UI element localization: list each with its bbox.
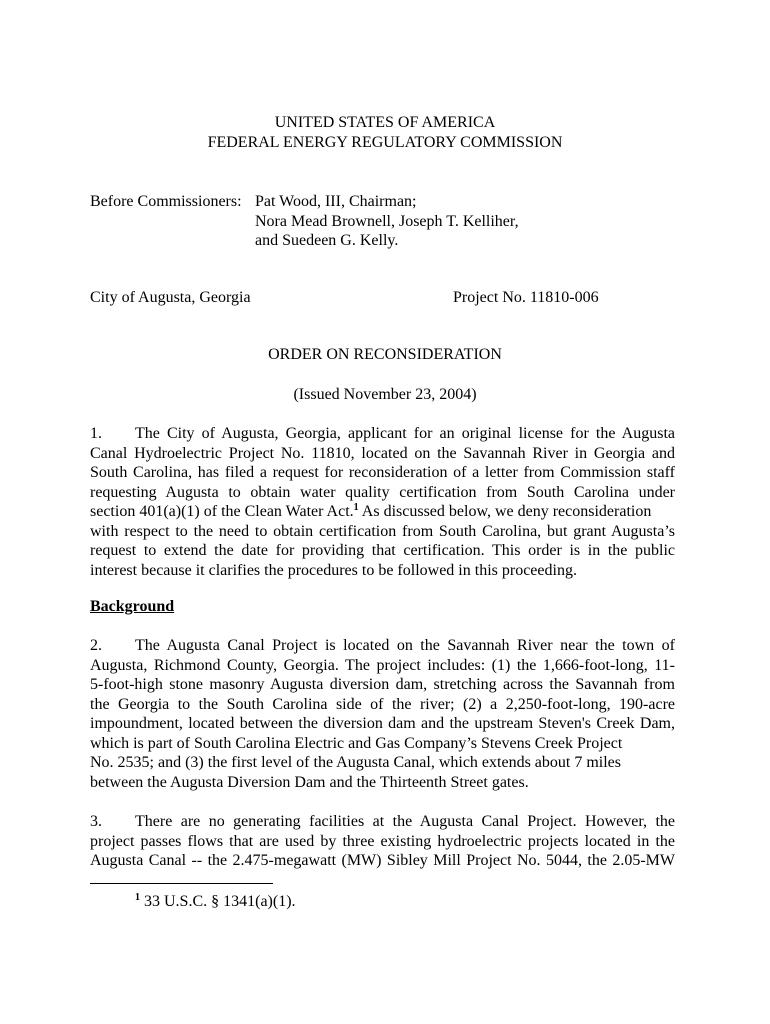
order-title: ORDER ON RECONSIDERATION — [268, 346, 502, 363]
para2-line-5: impoundment, located between the diversion dam and the upstream Steven's Creek Dam, — [90, 715, 675, 732]
para1-line-7: request to extend the date for providing that certification. This order is in the public — [90, 542, 675, 559]
commissioner-line-2: Nora Mead Brownell, Joseph T. Kelliher, — [255, 213, 519, 230]
caption-project-number: Project No. 11810-006 — [453, 289, 599, 306]
footnote-number: 1 — [135, 892, 140, 903]
para2-line-8: between the Augusta Diversion Dam and the Thirteenth Street gates. — [90, 774, 529, 791]
para2-line-3: 5-foot-high stone masonry Augusta diversion dam, stretching across the Savannah from — [90, 676, 675, 693]
para3-line-3: Augusta Canal -- the 2.475-megawatt (MW) Sibley Mill Project No. 5044, the 2.05-MW — [90, 852, 675, 869]
para1-line-5: section 401(a)(1) of the Clean Water Act.$^1$ As discussed below, we deny reconsideration — [90, 502, 652, 520]
para2-line-2: Augusta, Richmond County, Georgia. The project includes: (1) the 1,666-foot-long, 11- — [90, 657, 675, 674]
para1-line-2: Canal Hydroelectric Project No. 11810, located on the Savannah River in Georgia and — [90, 445, 675, 462]
para2-line-4: the Georgia to the South Carolina side of the river; (2) a 2,250-foot-long, 190-acre — [90, 696, 675, 713]
para3-line-2: project passes flows that are used by three existing hydroelectric projects located in the — [90, 833, 675, 850]
para3-number: 3. — [90, 813, 102, 830]
para2-number: 2. — [90, 637, 102, 654]
footnote-ref-1[interactable]: 1 — [353, 502, 359, 513]
commissioners-label: Before Commissioners: — [90, 193, 242, 210]
para1-line-1: 1. The City of Augusta, Georgia, applicant for an original license for the Augusta — [90, 425, 675, 442]
para1-line-8: interest because it clarifies the procedures to be followed in this proceeding. — [90, 562, 577, 579]
para2-line-6: which is part of South Carolina Electric and Gas Company’s Stevens Creek Project — [90, 735, 623, 752]
para1-number: 1. — [90, 425, 102, 442]
para1-line-6: with respect to the need to obtain certification from South Carolina, but grant Augusta’s — [90, 523, 675, 540]
para2-line-7: No. 2535; and (3) the first level of the Augusta Canal, which extends about 7 miles — [90, 754, 621, 771]
para2-line-1: 2. The Augusta Canal Project is located on the Savannah River near the town of — [90, 637, 675, 654]
caption-party: City of Augusta, Georgia — [90, 289, 251, 306]
para3-line-1: 3. There are no generating facilities at the Augusta Canal Project. However, the — [90, 813, 675, 830]
header-agency: FEDERAL ENERGY REGULATORY COMMISSION — [207, 134, 563, 151]
footnote-text: 33 U.S.C. § 1341(a)(1). — [144, 893, 296, 910]
background-heading: Background — [90, 598, 175, 615]
order-issued-date: (Issued November 23, 2004) — [293, 386, 477, 403]
footnote-1 — [135, 892, 296, 912]
header-country: UNITED STATES OF AMERICA — [274, 114, 496, 131]
para1-line-4: requesting Augusta to obtain water quality certification from South Carolina under — [90, 484, 675, 501]
para1-line-3: South Carolina, has filed a request for reconsideration of a letter from Commission staff — [90, 464, 675, 481]
footnote-separator — [90, 883, 273, 884]
commissioner-line-3: and Suedeen G. Kelly. — [255, 232, 399, 249]
commissioner-line-1: Pat Wood, III, Chairman; — [255, 193, 417, 210]
